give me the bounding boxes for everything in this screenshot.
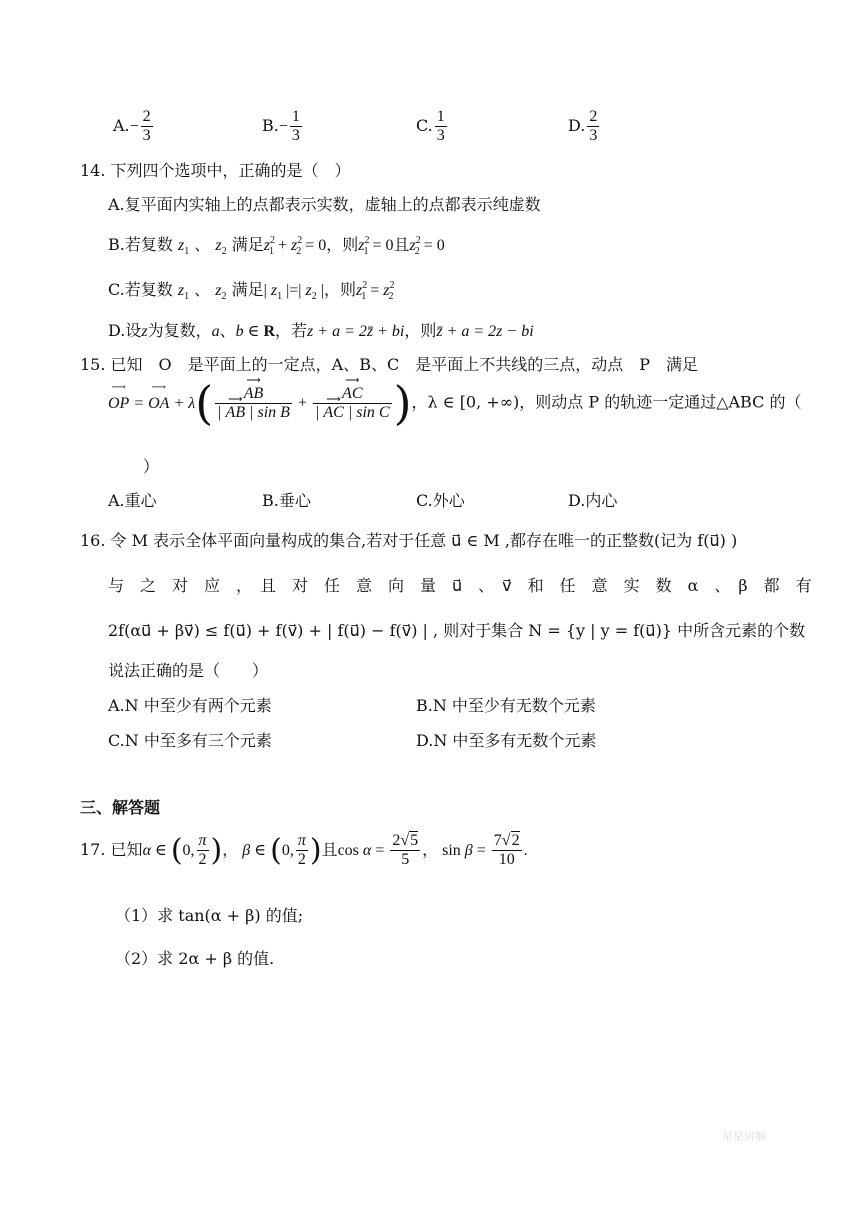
q16-option-d: D.N 中至多有无数个元素 xyxy=(416,731,597,750)
q15-formula: ⟶ OP = ⟶ OA + λ( ⟶ $\frac{AB}{\text{| ⟶ AB | sin B}}$ + ⟶ $\frac{AC}{\text{| ⟶ AC | sin C}}$ )，λ ∈ [0, +∞)，则动点 P 的轨迹一定通过△ABC 的（ xyxy=(108,382,801,442)
q16-stem-line1: 16. 令 M 表示全体平面向量构成的集合,若对于任意 u⃗ ∈ M ,都存在唯一的正整数(记为 f(u⃗) ) xyxy=(80,531,738,550)
q15-option-b: B.垂心 xyxy=(262,491,311,510)
q15-option-a: A.重心 xyxy=(108,491,157,510)
q17-stem: 17. 已知α ∈ (0, $\frac{\pi}{2}$ )， β ∈ (0, $\frac{\pi}{2}$ )且cos α = $\frac{2√5}{5}$ ， sin β = $\frac{7√2}{10}$ . xyxy=(80,832,528,868)
section-title: 三、解答题 xyxy=(80,798,161,817)
q16-option-c: C.N 中至多有三个元素 xyxy=(108,731,272,750)
q14-option-a: A.复平面内实轴上的点都表示实数，虚轴上的点都表示纯虚数 xyxy=(108,195,541,214)
q15-option-d: D.内心 xyxy=(568,491,618,510)
q17-part2: （2）求 2α + β 的值. xyxy=(115,949,275,968)
q13-option-a: A.− $\frac{2}{3}$ xyxy=(113,108,151,144)
q14-option-b: B.若复数 $z_1$ 、 $z_2$ 满足$z^2_1 + z^2_2 = 0$，则$z^2_1 = 0$且$z^2_2 = 0$ xyxy=(108,235,445,257)
q15-option-c: C.外心 xyxy=(416,491,465,510)
q16-option-a: A.N 中至少有两个元素 xyxy=(108,696,272,715)
q14-stem: 14. 下列四个选项中，正确的是（ ） xyxy=(80,161,351,180)
q16-stem-line2: 与 之 对 应 ， 且 对 任 意 向 量 u⃗ 、 v⃗ 和 任 意 实 数 α 、 β 都 有 xyxy=(108,576,812,595)
q13-option-d: D. $\frac{2}{3}$ xyxy=(568,108,598,144)
watermark: 星星讲解 xyxy=(722,1130,766,1143)
q14-option-c: C.若复数 $z_1$ 、 $z_2$ 满足| $z_1$ |=| $z_2$ |，则$z^2_1 = z^2_2$ xyxy=(108,280,395,302)
q15-close-paren: ） xyxy=(143,457,160,476)
q15-stem-line1: 15. 已知 O 是平面上的一定点，A、B、C 是平面上不共线的三点，动点 P 满足 xyxy=(80,355,698,374)
q17-part1: （1）求 tan(α + β) 的值; xyxy=(115,906,304,925)
q16-stem-line3: 2f(αu⃗ + βv⃗) ≤ f(u⃗) + f(v⃗) + | f(u⃗) − f(v⃗) | , 则对于集合 N = {y | y = f(u⃗)} 中所含元素的个数 xyxy=(108,621,806,640)
q13-option-b: B.− $\frac{1}{3}$ xyxy=(262,108,300,144)
q16-option-b: B.N 中至少有无数个元素 xyxy=(416,696,596,715)
q14-option-d: D.设z为复数，a、b ∈ R，若z + a = 2z̄ + bi，则z̄ + a = 2z − bi xyxy=(108,321,534,340)
q13-option-c: C. $\frac{1}{3}$ xyxy=(416,108,445,144)
q16-stem-line4: 说法正确的是（ ） xyxy=(108,661,269,680)
